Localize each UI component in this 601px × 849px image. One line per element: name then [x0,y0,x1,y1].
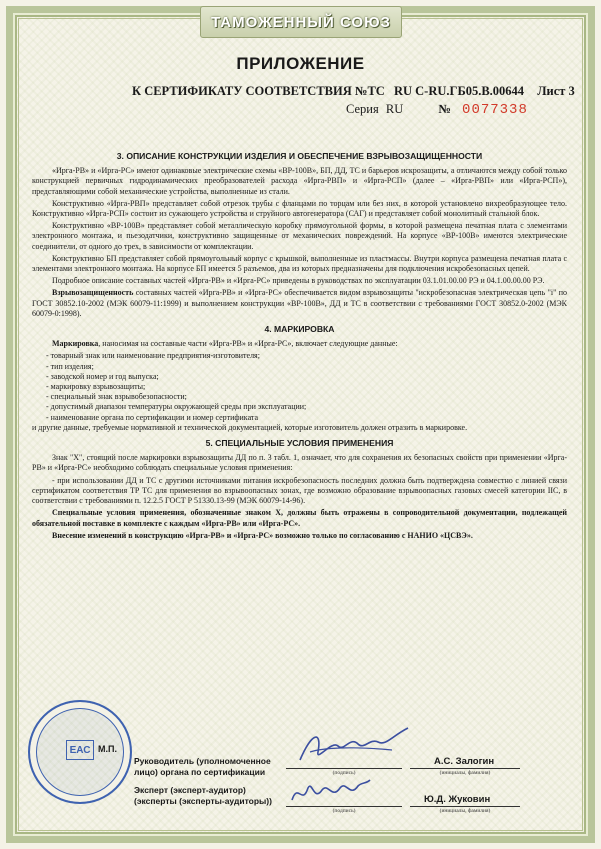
paragraph: - при использовании ДД и ТС с другими источниками питания искробезопасность последних должна быть подтверждена совместно с линией связи сертификатом соответствия ТР ТС для применения во взрывоопасных зонах, где возможно образование взрывоопасных газовых смесей категории IIC, в соответствии с требованиями п. 12.2.5 ГОСТ Р 51330.13-99 (МЭК 60079-14-96). [32,475,567,506]
head-name: А.С. Залогин [434,756,495,767]
head-label-line-1: Руководитель (уполномоченное [134,756,271,766]
expert-name-line [410,806,520,807]
paragraph: Конструктивно БП представляет собой прямоугольный корпус с крышкой, выполненные из пластмассы. Внутри корпуса размещена печатная плата с элементами электронного монтажа. На корпусе БП имеется 5 разъемов, два из которых предназначены для подключения искробезопасных цепей. [32,253,567,274]
list-item: - товарный знак или наименование предприятия-изготовителя; [46,351,260,361]
bold-term: Взрывозащищенность [52,288,134,298]
head-name-caption: (инициалы, фамилия) [439,770,491,776]
list-item: - тип изделия; [46,361,94,371]
certificate-number-line [132,84,575,99]
head-signature-line [286,768,402,769]
paragraph: Подробное описание составных частей «Ирга-РВ» и «Ирга-РС» приведены в руководствах по эксплуатации 03.1.01.00.00 РЭ и 04.1.00.00.00 РЭ. [52,276,545,286]
paragraph: «Ирга-РВ» и «Ирга-РС» имеют одинаковые электрические схемы «ВР-100В», БП, ДД, ТС и барьеров искрозащиты, а отличаются между собой только конструкцией первичных гидродинамических преобразователей расхода «Ирга-РВП» и «Ирга-РСП» (далее – «Ирга-РВП» или «Ирга-РСП»), представляющими собой механические устройства, выполненные из стали. [32,166,567,196]
list-item: - маркировку взрывозащиты; [46,382,146,392]
section-4-title: 4. МАРКИРОВКА [264,324,335,335]
list-item: - заводской номер и год выпуска; [46,371,159,381]
series-line [346,102,528,118]
customs-union-banner: ТАМОЖЕННЫЙ СОЮЗ [200,6,402,38]
paragraph-bold: Внесение изменений в конструкцию «Ирга-РВ» и «Ирга-РС» возможно только по согласованию с НАНИО «ЦСВЭ». [52,530,473,540]
expert-label-line-2: (эксперты (эксперты-аудиторы)) [134,796,272,806]
marking-list [32,351,567,422]
expert-signature-caption: (подпись) [332,808,356,814]
document-body [32,146,567,543]
head-signature-caption: (подпись) [332,770,356,776]
paragraph: и другие данные, требуемые нормативной и технической документацией, которые изготовитель должен отразить в маркировке. [32,422,468,432]
stamp-place-label: М.П. [98,744,117,754]
serial-number: 0077338 [462,102,528,118]
expert-signature-line [286,806,402,807]
head-label [134,756,271,778]
head-name-line [410,768,520,769]
sheet-number: Лист 3 [537,84,575,98]
paragraph [32,288,567,319]
expert-name-caption: (инициалы, фамилия) [439,808,491,814]
expert-signature-icon [288,776,372,810]
head-label-line-2: лицо) органа по сертификации [134,767,266,777]
bold-term: Маркировка [52,339,99,349]
expert-label-line-1: Эксперт (эксперт-аудитор) [134,785,246,795]
cert-prefix: К СЕРТИФИКАТУ СООТВЕТСТВИЯ [132,84,352,98]
cert-no-label: №ТС [354,84,385,98]
paragraph: Знак "Х", стоящий после маркировки взрывозащиты ДД по п. 3 табл. 1, означает, что для сохранения их безопасных свойств при применении «Ирга-РВ» и «Ирга-РС» необходимо соблюдать специальные условия применения: [32,453,567,473]
series-label: Серия [346,102,379,116]
paragraph: Конструктивно «Ирга-РВП» представляет собой отрезок трубы с фланцами по торцам или без них, в которой установлено вихреобразующее тело. Конструктивно «Ирга-РСП» состоит из сужающего устройства и струйного автогенератора (САГ) и представляет собой монолитный стальной блок. [32,198,567,219]
page-title: ПРИЛОЖЕНИЕ [236,54,365,73]
head-signature-icon [292,722,412,770]
paragraph-text: , наносимая на составные части «Ирга-РВ» и «Ирга-РС», включает следующие данные: [98,339,398,349]
paragraph: Конструктивно «ВР-100В» представляет собой металлическую коробку прямоугольной формы, в которой размещена печатная плата с элементами электронного монтажа, и пьезодатчики, конструктивно защищенные от механических повреждений. На корпусе «ВР-100В» имеются электрические соединители, от одного до трех, в зависимости от комплектации. [32,221,567,251]
section-5-title: 5. СПЕЦИАЛЬНЫЕ УСЛОВИЯ ПРИМЕНЕНИЯ [205,438,394,449]
number-label: № [438,102,451,116]
list-item: - специальный знак взрывобезопасности; [46,392,187,402]
paragraph-bold: Специальные условия применения, обозначенные знаком Х, должны быть отражены в сопроводительной документации, подлежащей обязательной поставке в комплекте с каждым «Ирга-РВ» или «Ирга-РС». [32,508,567,528]
paragraph [32,339,567,349]
cert-number: RU C-RU.ГБ05.B.00644 [393,84,525,98]
expert-label [134,785,272,807]
series-value: RU [385,102,404,116]
list-item: - наименование органа по сертификации и номер сертификата [46,412,259,422]
list-item: - допустимый диапазон температуры окружающей среды при эксплуатации; [46,402,307,412]
section-3-title: 3. ОПИСАНИЕ КОНСТРУКЦИИ ИЗДЕЛИЯ И ОБЕСПЕЧЕНИЕ ВЗРЫВОЗАЩИЩЕННОСТИ [116,151,483,161]
eac-mark: ЕАС [66,740,94,760]
paragraph-text: составных частей «Ирга-РВ» и «Ирга-РС» обеспечивается видом взрывозащиты "искробезопасная электрическая цепь "i" по ГОСТ 30852.10-2002 (МЭК 60079-11:1999) и выполнением конструкции «ВР-100В», ДД и ТС в соответствии с требованиями ГОСТ 30852.0-2002 (МЭК 60079-0:1998). [32,288,567,318]
expert-name: Ю.Д. Жуковин [424,794,491,805]
